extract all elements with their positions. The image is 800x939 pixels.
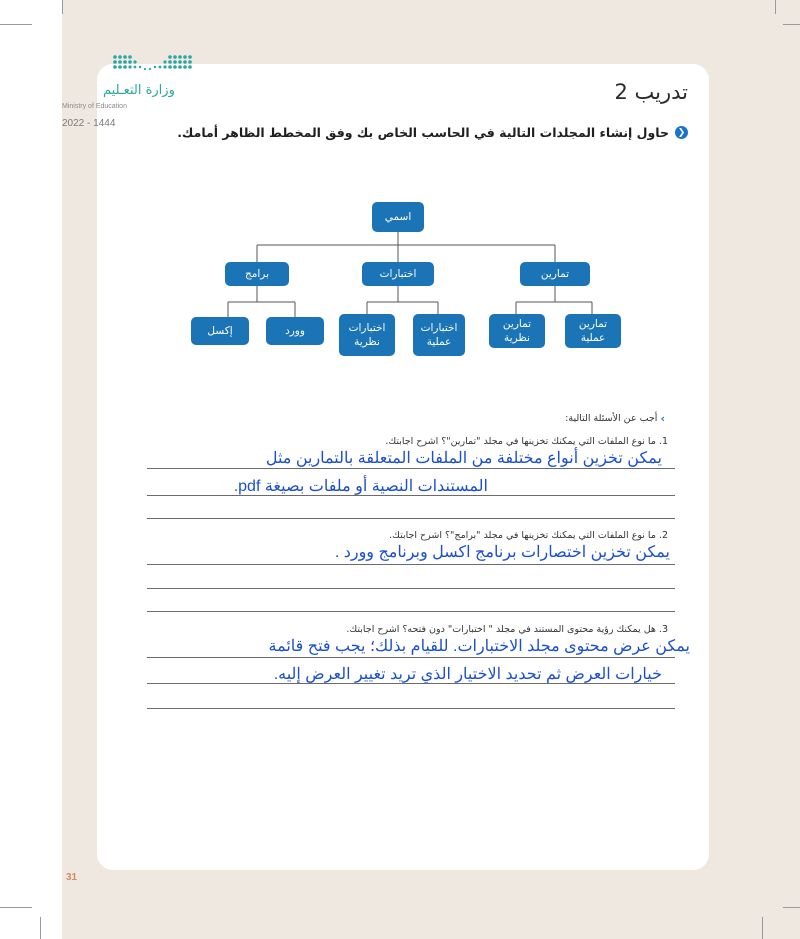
answer-line [147, 468, 675, 469]
answer-3-line-2: خيارات العرض ثم تحديد الاختيار الذي تريد تغيير العرض إليه. [273, 666, 662, 683]
answer-line [147, 588, 675, 589]
instruction-text: حاول إنشاء المجلدات التالية في الحاسب الخاص بك وفق المخطط الظاهر أمامك. [177, 125, 669, 140]
answer-1-line-2: المستندات النصية أو ملفات بصيغة pdf. [233, 478, 488, 495]
answer-line [147, 683, 675, 684]
ministry-year: 2022 - 1444 [62, 118, 116, 129]
folder-node-root: اسمي [372, 202, 424, 232]
folder-node-tests: اختبارات [362, 262, 434, 286]
chevron-bullet-icon: ❮ [675, 126, 688, 139]
answer-line [147, 518, 675, 519]
answer-line [147, 564, 675, 565]
folder-node-theory-tests: اختبارات نظرية [339, 314, 395, 356]
folder-node-excel: إكسل [191, 317, 249, 345]
answer-2-line-1: يمكن تخزين اختصارات برنامج اكسل وبرنامج وورد . [334, 544, 670, 561]
answer-3-line-1: يمكن عرض محتوى مجلد الاختبارات. للقيام بذلك؛ يجب فتح قائمة [268, 638, 690, 655]
answer-line [147, 611, 675, 612]
questions-intro [565, 412, 665, 425]
folder-node-practical-exercises: تمارين عملية [565, 314, 621, 348]
answer-line [147, 708, 675, 709]
questions-intro-text: أجب عن الأسئلة التالية: [565, 413, 658, 424]
question-3: 3. هل يمكنك رؤية محتوى المستند في مجلد " اختبارات" دون فتحه؟ اشرح اجابتك. [346, 624, 668, 635]
ministry-name-english: Ministry of Education [62, 103, 127, 110]
answer-line [147, 495, 675, 496]
page-title: تدريب 2 [614, 80, 688, 104]
answer-1-line-1: يمكن تخزين أنواع مختلفة من الملفات المتعلقة بالتمارين مثل [265, 450, 662, 467]
page-number: 31 [66, 872, 78, 883]
folder-node-word: وورد [266, 317, 324, 345]
chevron-bullet-icon: › [660, 412, 665, 425]
question-2: 2. ما نوع الملفات التي يمكنك تخزينها في مجلد "برامج"؟ اشرح اجابتك. [389, 530, 668, 541]
folder-node-practical-tests: اختبارات عملية [413, 314, 465, 356]
question-1: 1. ما نوع الملفات التي يمكنك تخزينها في مجلد "تمارين"؟ اشرح اجابتك. [385, 436, 668, 447]
answer-line [147, 657, 675, 658]
ministry-name-arabic: وزارة التعـليم [103, 83, 175, 98]
folder-node-exercises: تمارين [520, 262, 590, 286]
folder-node-programs: برامج [225, 262, 289, 286]
folder-node-theory-exercises: تمارين نظرية [489, 314, 545, 348]
